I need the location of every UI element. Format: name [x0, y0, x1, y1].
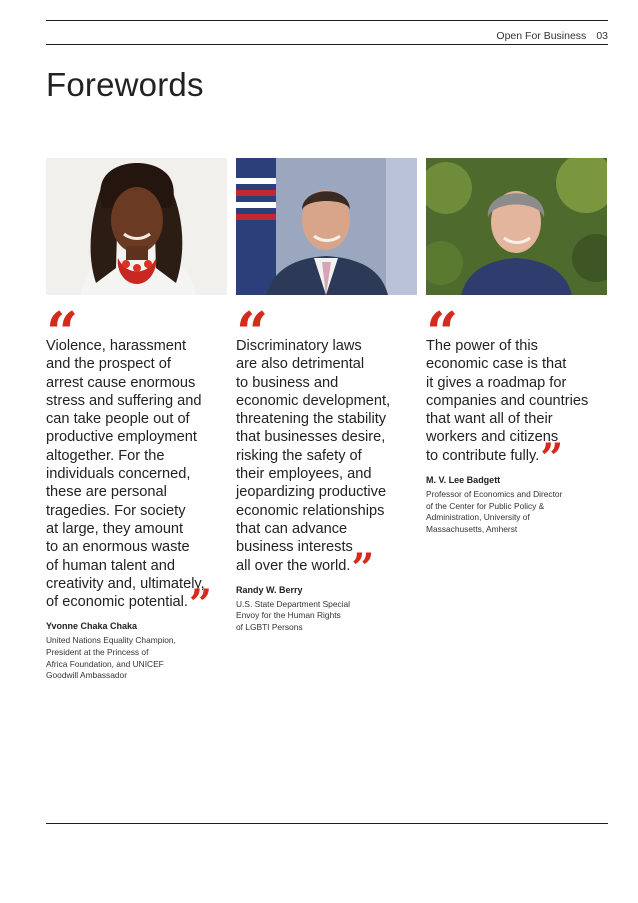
role-line: Goodwill Ambassador: [46, 670, 127, 681]
quote-line: to business and: [236, 374, 339, 391]
foreword-1: [46, 158, 227, 682]
quote-line: creativity and, ultimately,: [46, 575, 205, 592]
quote-line: risking the safety of: [236, 447, 362, 464]
quote-line: it gives a roadmap for: [426, 374, 567, 391]
page-number: 03: [596, 30, 608, 42]
author-role: [236, 599, 417, 634]
quote-line: that want all of their: [426, 411, 553, 428]
quote-line: The power of this: [426, 338, 538, 354]
role-line: of the Center for Public Policy &: [426, 500, 545, 511]
quote-line: all over the world.: [236, 557, 351, 574]
top-rule: [46, 20, 608, 21]
quote-line: companies and countries: [426, 392, 589, 409]
role-line: President at the Princess of: [46, 647, 149, 658]
quote-line: economic relationships: [236, 502, 385, 519]
quote-line: workers and citizens: [426, 429, 559, 446]
author-name: M. V. Lee Badgett: [426, 475, 501, 486]
foreword-3: [426, 158, 607, 535]
role-line: Massachusetts, Amherst: [426, 523, 518, 534]
quote-line: are also detrimental: [236, 356, 365, 373]
portrait-photo-3: [426, 158, 607, 295]
quote-line: arrest cause enormous: [46, 374, 196, 391]
quote-line: threatening the stability: [236, 411, 387, 428]
quote-line: jeopardizing productive: [236, 484, 387, 501]
open-quote-mark: “: [236, 300, 269, 366]
close-quote-mark: ”: [540, 434, 564, 482]
role-line: Professor of Economics and Director: [426, 489, 563, 500]
role-line: Envoy for the Human Rights: [236, 610, 341, 621]
role-line: Administration, University of: [426, 512, 530, 523]
quote-line: of economic potential.: [46, 594, 188, 611]
quote-line: productive employment: [46, 429, 197, 446]
quote-line: tragedies. For society: [46, 502, 186, 519]
role-line: of LGBTI Persons: [236, 622, 303, 633]
open-quote-mark: “: [426, 300, 459, 366]
doc-title: Open For Business: [496, 30, 587, 42]
role-line: Africa Foundation, and UNICEF: [46, 658, 164, 669]
quote-line: altogether. For the: [46, 447, 165, 464]
author-name: Randy W. Berry: [236, 584, 303, 595]
close-quote-mark: ”: [351, 544, 375, 592]
quote-line: of human talent and: [46, 557, 176, 574]
quote-line: to an enormous waste: [46, 539, 190, 556]
author-name: Yvonne Chaka Chaka: [46, 621, 138, 632]
author-role: [46, 635, 227, 681]
quote-line: economic case is that: [426, 356, 567, 373]
quote-line: Violence, harassment: [46, 338, 187, 354]
quote-line: Discriminatory laws: [236, 338, 362, 354]
quote-line: that businesses desire,: [236, 429, 386, 446]
foreword-2: [236, 158, 417, 634]
portrait-photo-2: [236, 158, 417, 295]
quote-line: business interests: [236, 539, 353, 556]
quote-line: at large, they amount: [46, 520, 184, 537]
role-line: United Nations Equality Champion,: [46, 635, 176, 646]
quote-line: economic development,: [236, 392, 391, 409]
header-rule: [46, 44, 608, 45]
quote-line: individuals concerned,: [46, 466, 191, 483]
close-quote-mark: ”: [188, 581, 212, 629]
running-header: [496, 30, 608, 42]
role-line: U.S. State Department Special: [236, 598, 351, 609]
portrait-photo-1: [46, 158, 227, 295]
quote-line: that can advance: [236, 520, 348, 537]
author-role: [426, 489, 607, 535]
footer-rule: [46, 823, 608, 824]
quote-line: to contribute fully.: [426, 447, 540, 464]
quote-line: these are personal: [46, 484, 167, 501]
quote-line: can take people out of: [46, 411, 190, 428]
page-title: Forewords: [46, 66, 204, 103]
quote-line: stress and suffering and: [46, 392, 202, 409]
quote-line: and the prospect of: [46, 356, 171, 373]
open-quote-mark: “: [46, 300, 79, 366]
quote-line: their employees, and: [236, 466, 372, 483]
